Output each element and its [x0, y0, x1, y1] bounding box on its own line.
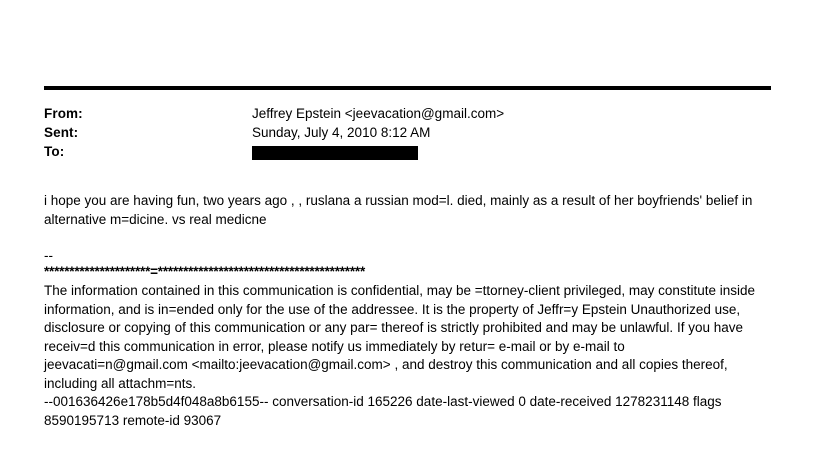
email-body: [44, 192, 766, 430]
message-paragraph: i hope you are having fun, two years ago , , ruslana a russian mod=l. died, mainly as a result of her boyfriends' belief in alternative m=dicine. vs real medicne: [44, 193, 753, 227]
header-row-from: [44, 104, 771, 123]
header-row-to: [44, 142, 771, 161]
body-spacer: [44, 229, 766, 248]
header-value-to: [252, 142, 418, 161]
separator-asterisks: *********************=*****************************************: [44, 264, 366, 279]
header-label-from: From:: [44, 106, 83, 121]
confidentiality-disclaimer: The information contained in this communication is confidential, may be =ttorney-client privileged, may constitute inside information, and is in=ended only for the use of the addressee. It is the property of Jeffr=y Epstein Unauthorized use, disclosure or copying of this communication or any par= thereof is strictly prohibited and may be unlawful. If you have receiv=d this communication in error, please notify us immediately by retur= e-mail or by e-mail to jeevacati=n@gmail.com <mailto:jeevacation@gmail.com> , and destroy this communication and all copies thereof, including all attachm=nts.: [44, 283, 755, 391]
header-label-sent: Sent:: [44, 125, 79, 140]
header-row-sent: [44, 123, 771, 142]
email-header-block: [44, 104, 771, 161]
redaction-bar: [252, 146, 418, 160]
mime-footer-metadata: --001636426e178b5d4f048a8b6155-- conversation-id 165226 date-last-viewed 0 date-received 1278231148 flags 8590195713 remote-id 93067: [44, 394, 722, 428]
header-value-sent: Sunday, July 4, 2010 8:12 AM: [252, 125, 431, 140]
header-value-from: Jeffrey Epstein <jeevacation@gmail.com>: [252, 106, 505, 121]
signature-dashes: --: [44, 248, 53, 263]
header-divider-rule: [44, 86, 771, 90]
header-label-to: To:: [44, 144, 65, 159]
